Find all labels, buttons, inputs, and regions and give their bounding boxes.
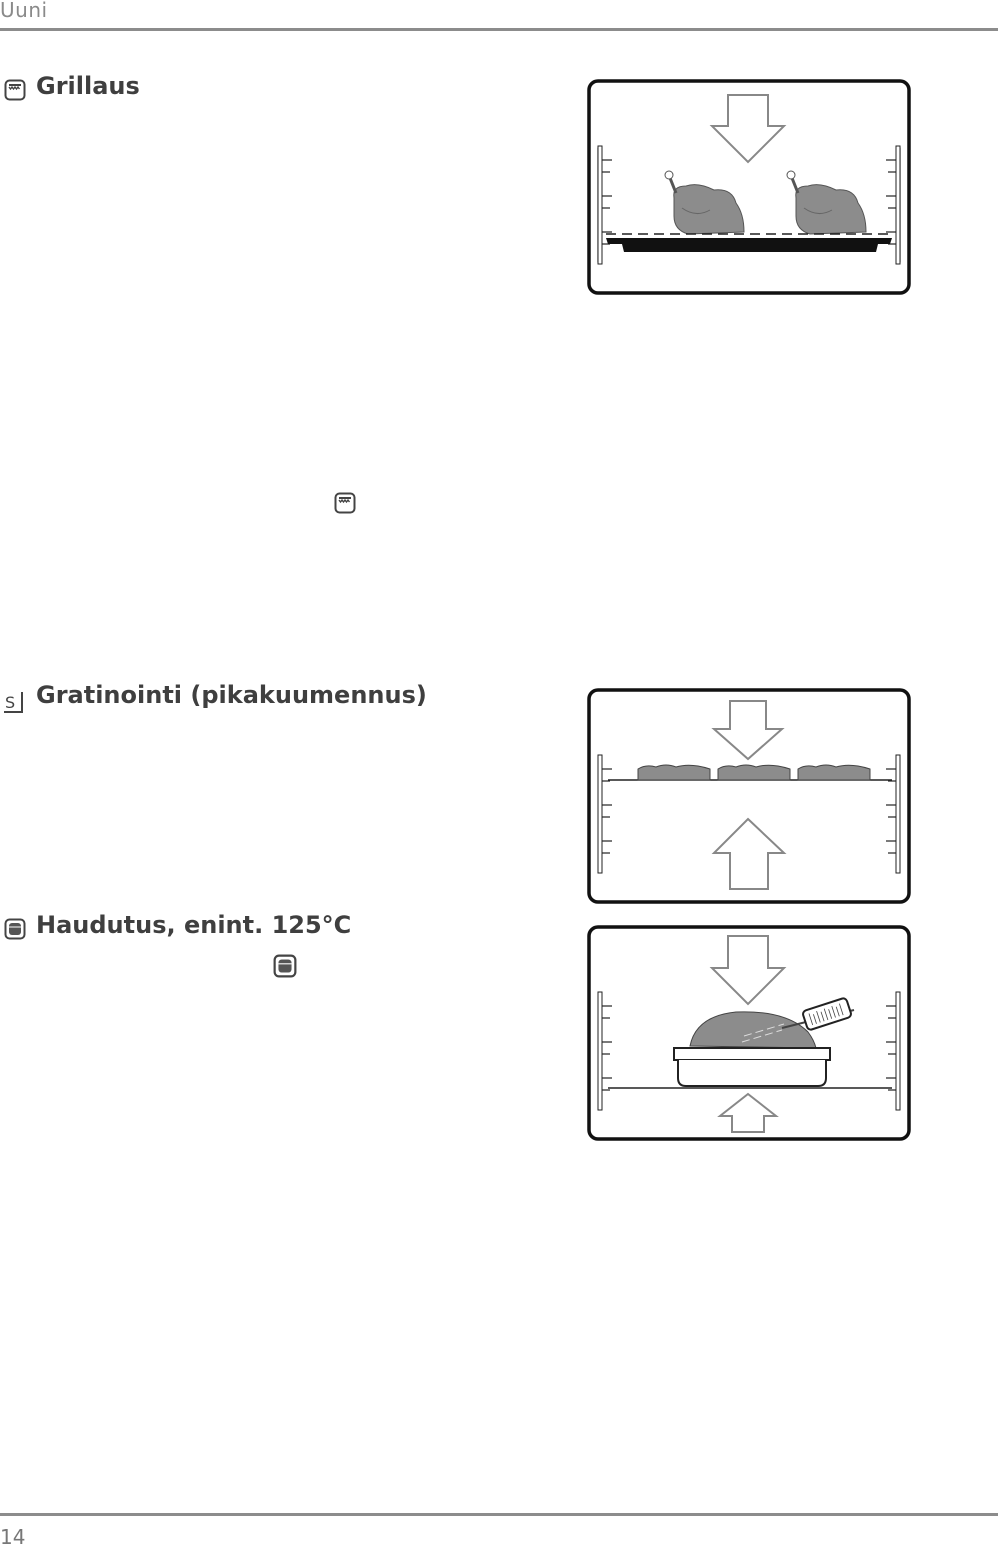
grill-icon	[334, 492, 356, 514]
gratin-icon	[2, 688, 24, 714]
gratin-figure	[586, 687, 912, 905]
grilling-figure	[586, 78, 912, 296]
running-header: Uuni	[0, 0, 48, 22]
footer-rule	[0, 1513, 998, 1516]
svg-text:S: S	[5, 693, 16, 712]
slow-cook-icon	[4, 918, 26, 940]
section-title-grilling: Grillaus	[36, 72, 140, 100]
gratin-dish-icon	[638, 765, 870, 780]
grill-pan-icon	[606, 238, 892, 252]
section-title-slow-cook: Haudutus, enint. 125°C	[36, 911, 352, 939]
header-rule	[0, 28, 998, 31]
page-number: 14	[0, 1525, 26, 1549]
section-title-gratin: Gratinointi (pikakuumennus)	[36, 681, 427, 709]
grill-icon	[4, 79, 26, 101]
slow-cook-figure	[586, 924, 912, 1142]
slow-cook-icon	[273, 954, 297, 978]
